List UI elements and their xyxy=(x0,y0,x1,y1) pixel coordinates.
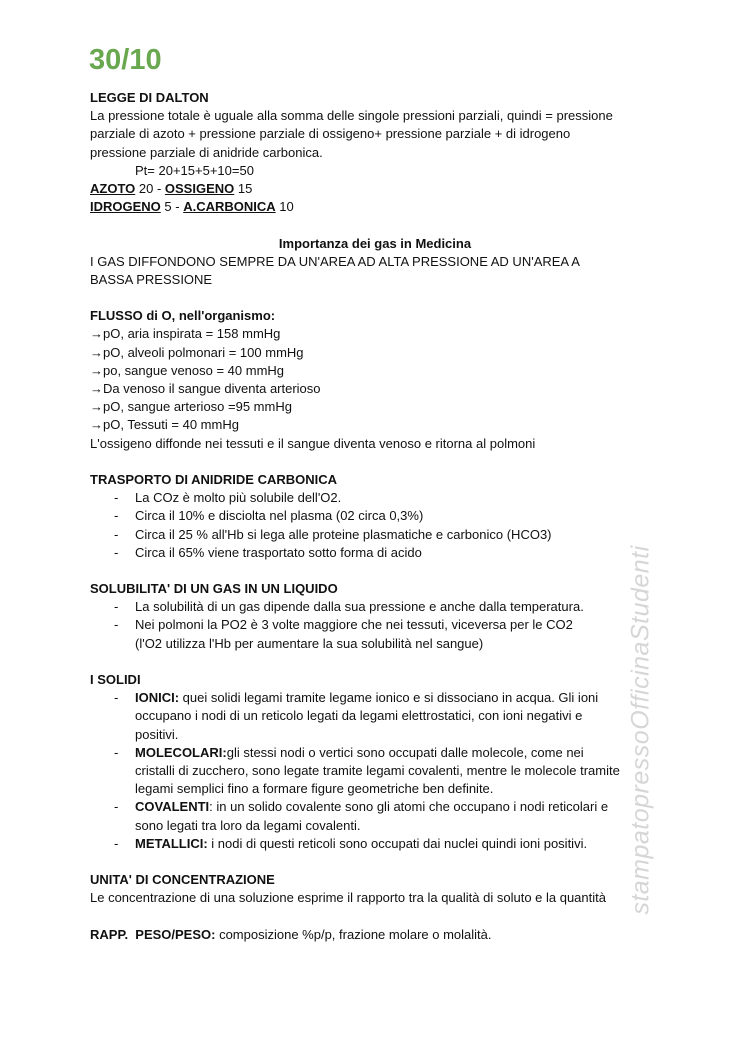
list-item: - Circa il 25 % all'Hb si lega alle proteine plasmatiche e carbonico (HCO3) xyxy=(114,526,552,542)
flusso-line: →pO, Tessuti = 40 mmHg xyxy=(90,417,239,433)
flusso-line: →pO, sangue arterioso =95 mmHg xyxy=(90,399,292,415)
flusso-heading: FLUSSO di O, nell'organismo: xyxy=(90,308,276,324)
text-line: Le concentrazione di una soluzione esprime il rapporto tra la qualità di soluto e la quantità xyxy=(90,890,606,906)
flusso-line: →po, sangue venoso = 40 mmHg xyxy=(90,362,285,378)
watermark: stampatopressoOfficinaStudenti xyxy=(626,545,655,915)
list-item: - MOLECOLARI:gli stessi nodi o vertici sono occupati dalle molecole, come nei xyxy=(114,744,584,760)
page-title: 30/10 xyxy=(89,44,162,76)
trasporto-heading: TRASPORTO DI ANIDRIDE CARBONICA xyxy=(90,471,338,487)
list-item: - IONICI: quei solidi legami tramite legame ionico e si dissociano in acqua. Gli ioni xyxy=(114,690,599,706)
list-item: - METALLICI: i nodi di questi reticoli sono occupati dai nuclei quindi ioni positivi. xyxy=(114,835,588,851)
gas-values-line: AZOTO 20 - OSSIGENO 15 xyxy=(90,180,253,196)
solidi-heading: I SOLIDI xyxy=(90,672,141,687)
dalton-heading: LEGGE DI DALTON xyxy=(90,90,209,105)
rapp-line: RAPP. PESO/PESO: composizione %p/p, frazione molare o molalità. xyxy=(90,926,492,942)
list-item: - Nei polmoni la PO2 è 3 volte maggiore che nei tessuti, viceversa per le CO2 xyxy=(114,617,573,633)
list-item-continuation: sono legati tra loro da legami covalenti. xyxy=(135,817,361,833)
list-item-continuation: legami semplici fino a formare figure geometriche ben definite. xyxy=(135,781,494,797)
solubilita-heading: SOLUBILITA' DI UN GAS IN UN LIQUIDO xyxy=(90,581,338,597)
list-item: - Circa il 10% e disciolta nel plasma (02 circa 0,3%) xyxy=(114,508,424,524)
gas-values-line: IDROGENO 5 - A.CARBONICA 10 xyxy=(90,199,294,215)
flusso-line: →pO, aria inspirata = 158 mmHg xyxy=(90,326,281,342)
text-line: parziale di azoto + pressione parziale di ossigeno+ pressione parziale + di idrogeno xyxy=(90,126,571,142)
list-item-continuation: (l'O2 utilizza l'Hb per aumentare la sua solubilità nel sangue) xyxy=(135,635,484,651)
text-line: pressione parziale di anidride carbonica. xyxy=(90,144,323,160)
medicina-heading: Importanza dei gas in Medicina xyxy=(278,235,472,251)
list-item: - COVALENTI: in un solido covalente sono gli atomi che occupano i nodi reticolari e xyxy=(114,799,609,815)
flusso-line: →Da venoso il sangue diventa arterioso xyxy=(90,381,321,396)
concentrazione-heading: UNITA' DI CONCENTRAZIONE xyxy=(90,872,275,888)
flusso-line: L'ossigeno diffonde nei tessuti e il sangue diventa venoso e ritorna al polmoni xyxy=(90,435,536,451)
formula: Pt= 20+15+5+10=50 xyxy=(135,162,254,178)
list-item-continuation: cristalli di zucchero, sono legate tramite legami covalenti, mentre le molecole tramite xyxy=(135,762,620,778)
list-item: - Circa il 65% viene trasportato sotto forma di acido xyxy=(114,544,422,560)
list-item: - La solubilità di un gas dipende dalla sua pressione e anche dalla temperatura. xyxy=(114,599,584,615)
flusso-line: →pO, alveoli polmonari = 100 mmHg xyxy=(90,344,304,360)
text-line: I GAS DIFFONDONO SEMPRE DA UN'AREA AD ALTA PRESSIONE AD UN'AREA A xyxy=(90,253,580,269)
text-line: BASSA PRESSIONE xyxy=(90,271,213,287)
text-line: La pressione totale è uguale alla somma delle singole pressioni parziali, quindi = pressione xyxy=(90,108,613,124)
document-body xyxy=(90,89,660,944)
list-item-continuation: occupano i nodi di un reticolo legati da legami elettrostatici, con ioni negativi e xyxy=(135,708,583,724)
list-item-continuation: positivi. xyxy=(135,726,179,742)
list-item: - La COz è molto più solubile dell'O2. xyxy=(114,490,342,506)
